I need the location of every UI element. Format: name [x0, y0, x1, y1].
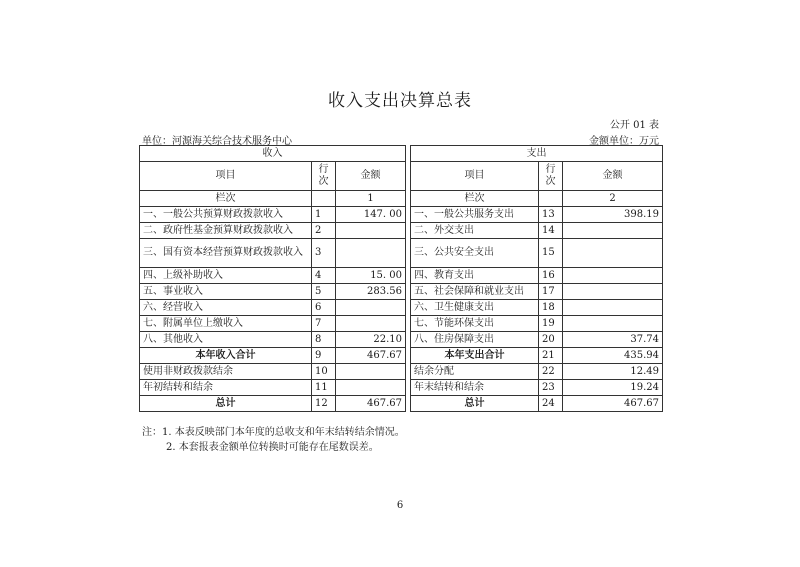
income-line: 1 — [312, 207, 336, 223]
expense-line: 17 — [539, 284, 563, 300]
income-line: 8 — [312, 332, 336, 348]
expense-item: 七、节能环保支出 — [411, 316, 539, 332]
expense-item: 结余分配 — [411, 364, 539, 380]
income-column-number: 1 — [336, 191, 406, 207]
note-line-1: 注：1. 本表反映部门本年度的总收支和年末结转结余情况。 — [142, 427, 405, 438]
form-code: 公开 01 表 — [609, 120, 659, 131]
expense-line: 18 — [539, 300, 563, 316]
income-item: 三、国有资本经营预算财政拨款收入 — [140, 239, 312, 268]
expense-item: 四、教育支出 — [411, 268, 539, 284]
expense-total-label: 总计 — [411, 396, 539, 412]
expense-amount — [563, 239, 663, 268]
income-item: 使用非财政拨款结余 — [140, 364, 312, 380]
income-item: 七、附属单位上缴收入 — [140, 316, 312, 332]
income-item-header: 项目 — [140, 162, 312, 191]
expense-amount — [563, 268, 663, 284]
expense-line-blank — [539, 191, 563, 207]
expense-item: 二、外交支出 — [411, 223, 539, 239]
table-row — [140, 239, 663, 268]
expense-amount: 19.24 — [563, 380, 663, 396]
income-item: 一、一般公共预算财政拨款收入 — [140, 207, 312, 223]
income-amount — [336, 223, 406, 239]
income-total-label: 总计 — [140, 396, 312, 412]
income-line: 11 — [312, 380, 336, 396]
expense-line: 24 — [539, 396, 563, 412]
income-amount: 22.10 — [336, 332, 406, 348]
income-amount: 467.67 — [336, 348, 406, 364]
income-line: 7 — [312, 316, 336, 332]
expense-amount-header: 金额 — [563, 162, 663, 191]
income-amount — [336, 316, 406, 332]
table-row — [140, 380, 663, 396]
note-line-2: 2. 本套报表金额单位转换时可能存在尾数误差。 — [166, 442, 379, 453]
income-expense-table — [139, 145, 663, 412]
expense-line: 23 — [539, 380, 563, 396]
expense-item: 三、公共安全支出 — [411, 239, 539, 268]
table-row — [140, 207, 663, 223]
table-row — [140, 284, 663, 300]
income-line: 4 — [312, 268, 336, 284]
income-section-header: 收入 — [140, 146, 406, 162]
income-amount — [336, 380, 406, 396]
income-subtotal-label: 本年收入合计 — [140, 348, 312, 364]
income-item: 二、政府性基金预算财政拨款收入 — [140, 223, 312, 239]
expense-item-header: 项目 — [411, 162, 539, 191]
expense-section-header: 支出 — [411, 146, 663, 162]
expense-line: 16 — [539, 268, 563, 284]
income-line-blank — [312, 191, 336, 207]
expense-amount: 467.67 — [563, 396, 663, 412]
income-line: 10 — [312, 364, 336, 380]
expense-amount: 398.19 — [563, 207, 663, 223]
expense-line: 15 — [539, 239, 563, 268]
income-line: 2 — [312, 223, 336, 239]
expense-amount: 37.74 — [563, 332, 663, 348]
expense-line: 13 — [539, 207, 563, 223]
expense-amount — [563, 223, 663, 239]
expense-amount — [563, 300, 663, 316]
expense-line: 22 — [539, 364, 563, 380]
expense-subtotal-label: 本年支出合计 — [411, 348, 539, 364]
income-line: 5 — [312, 284, 336, 300]
expense-line-header: 行次 — [539, 162, 563, 191]
income-line-header: 行次 — [312, 162, 336, 191]
table-row — [140, 316, 663, 332]
expense-item: 一、一般公共服务支出 — [411, 207, 539, 223]
table-row — [140, 300, 663, 316]
income-item: 六、经营收入 — [140, 300, 312, 316]
expense-amount — [563, 284, 663, 300]
income-item: 年初结转和结余 — [140, 380, 312, 396]
income-amount: 283.56 — [336, 284, 406, 300]
amount-unit: 金额单位：万元 — [589, 136, 659, 147]
income-line: 9 — [312, 348, 336, 364]
table-notes — [142, 425, 405, 455]
income-item: 五、事业收入 — [140, 284, 312, 300]
table-row — [140, 348, 663, 364]
income-amount-header: 金额 — [336, 162, 406, 191]
expense-item: 五、社会保障和就业支出 — [411, 284, 539, 300]
income-amount: 15. 00 — [336, 268, 406, 284]
expense-amount: 435.94 — [563, 348, 663, 364]
expense-column-number: 2 — [563, 191, 663, 207]
expense-item: 年末结转和结余 — [411, 380, 539, 396]
expense-item: 六、卫生健康支出 — [411, 300, 539, 316]
table-row — [140, 268, 663, 284]
page-number: 6 — [396, 500, 404, 511]
income-amount — [336, 300, 406, 316]
expense-line: 14 — [539, 223, 563, 239]
income-column-label: 栏次 — [140, 191, 312, 207]
expense-line: 19 — [539, 316, 563, 332]
income-amount: 147. 00 — [336, 207, 406, 223]
unit-name: 单位：河源海关综合技术服务中心 — [142, 136, 292, 147]
expense-line: 21 — [539, 348, 563, 364]
expense-item: 八、住房保障支出 — [411, 332, 539, 348]
expense-line: 20 — [539, 332, 563, 348]
income-amount: 467.67 — [336, 396, 406, 412]
expense-column-label: 栏次 — [411, 191, 539, 207]
income-item: 八、其他收入 — [140, 332, 312, 348]
report-title: 收入支出决算总表 — [328, 91, 472, 111]
expense-amount: 12.49 — [563, 364, 663, 380]
income-line: 3 — [312, 239, 336, 268]
table-row — [140, 332, 663, 348]
table-row — [140, 364, 663, 380]
expense-amount — [563, 316, 663, 332]
table-row — [140, 223, 663, 239]
table-row — [140, 396, 663, 412]
income-amount — [336, 239, 406, 268]
income-amount — [336, 364, 406, 380]
income-item: 四、上级补助收入 — [140, 268, 312, 284]
income-line: 6 — [312, 300, 336, 316]
income-line: 12 — [312, 396, 336, 412]
